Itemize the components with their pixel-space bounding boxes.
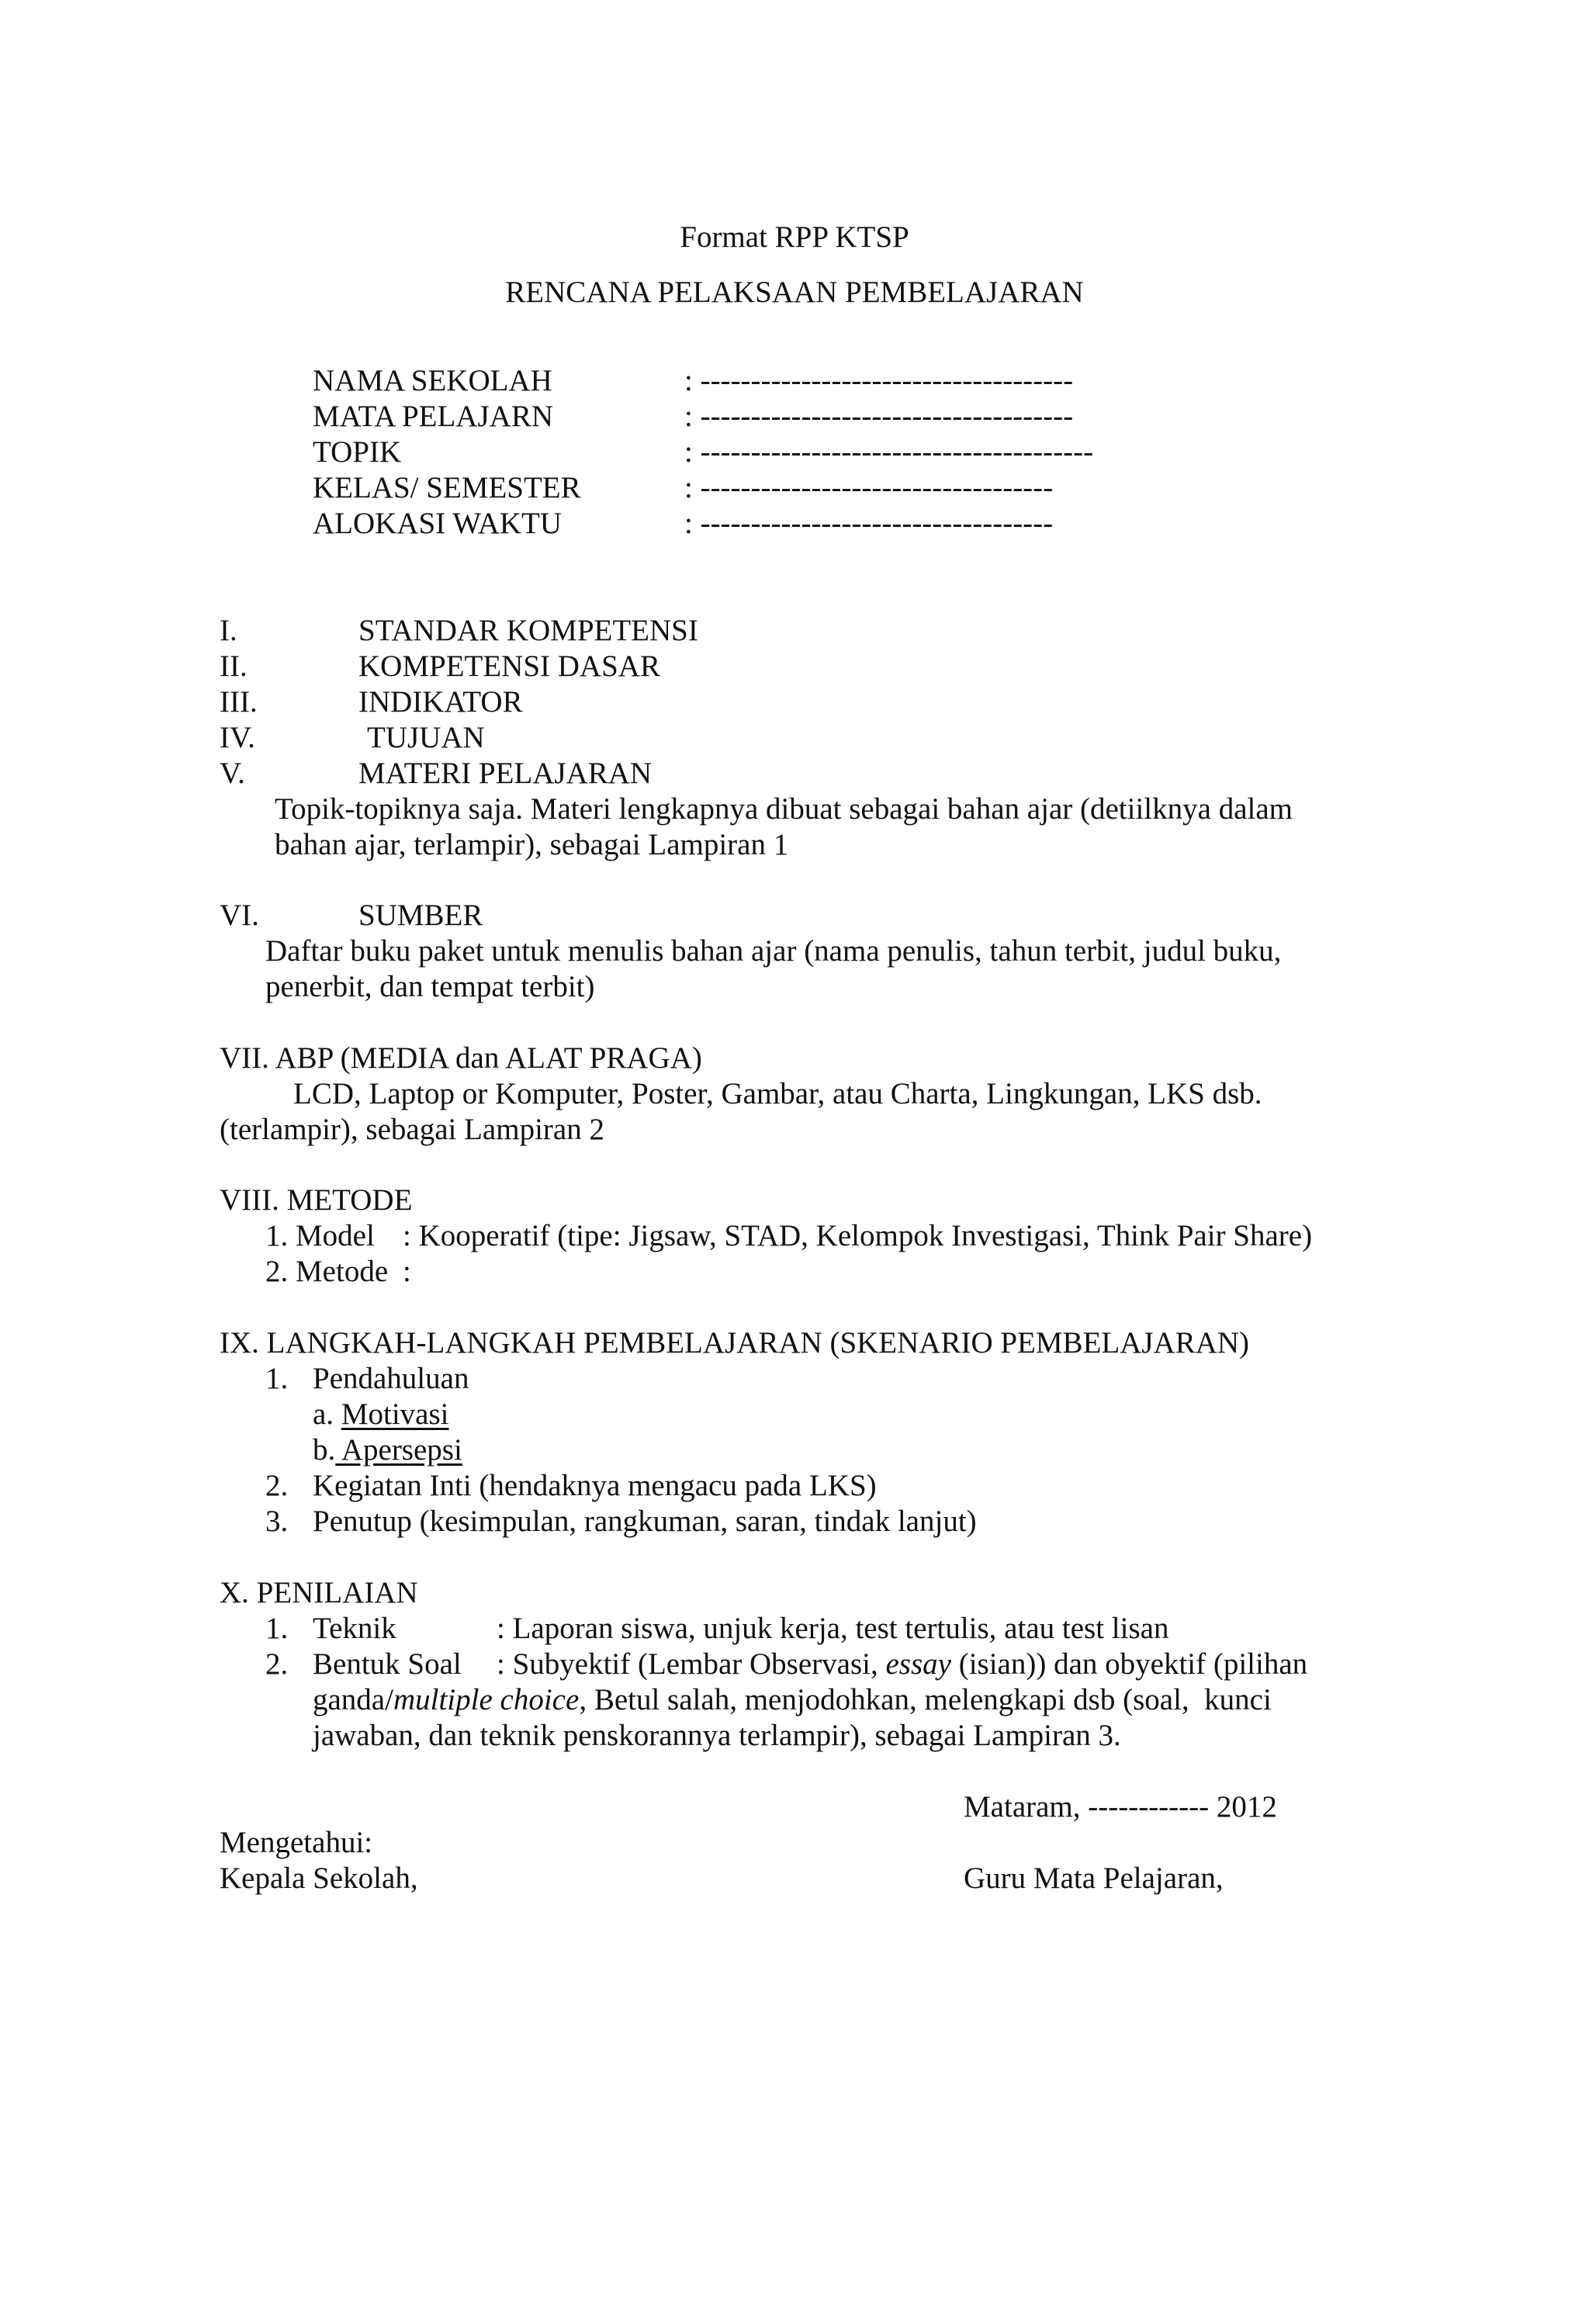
section-title: SUMBER: [358, 899, 483, 932]
acknowledged-label: Mengetahui:: [220, 1826, 373, 1859]
section-title: STANDAR KOMPETENSI: [358, 614, 698, 647]
section-body: Daftar buku paket untuk menulis bahan ajar (nama penulis, tahun terbit, judul buku,: [265, 934, 1282, 968]
section-body: bahan ajar, terlampir), sebagai Lampiran 1: [275, 828, 789, 861]
document-title: RENCANA PELAKSAAN PEMBELAJARAN: [505, 275, 1084, 309]
teacher-label: Guru Mata Pelajaran,: [964, 1862, 1224, 1895]
section-title: VII. ABP (MEDIA dan ALAT PRAGA): [220, 1041, 702, 1075]
section-title: TUJUAN: [367, 721, 485, 754]
identity-label: KELAS/ SEMESTER: [313, 471, 581, 504]
section-number: VI.: [220, 899, 259, 932]
identity-value: : ---------------------------------------: [684, 435, 1094, 469]
assessment-label: Teknik: [313, 1612, 396, 1645]
substep-text: Apersepsi: [335, 1433, 462, 1467]
assessment-label: Bentuk Soal: [313, 1647, 462, 1681]
identity-label: NAMA SEKOLAH: [313, 364, 552, 397]
method-value: : Kooperatif (tipe: Jigsaw, STAD, Kelompok Investigasi, Think Pair Share): [403, 1219, 1313, 1252]
assessment-number: 2.: [265, 1647, 289, 1681]
section-number: IV.: [220, 721, 255, 754]
assessment-text: , Betul salah, menjodohkan, melengkapi dsb (soal, kunci: [579, 1683, 1272, 1716]
identity-label: MATA PELAJARN: [313, 400, 554, 433]
identity-label: TOPIK: [313, 435, 402, 469]
section-body: LCD, Laptop or Komputer, Poster, Gambar, atau Charta, Lingkungan, LKS dsb.: [293, 1077, 1262, 1110]
assessment-text: ganda/: [313, 1683, 393, 1716]
step-number: 3.: [265, 1505, 289, 1538]
section-body: Topik-topiknya saja. Materi lengkapnya dibuat sebagai bahan ajar (detiilknya dalam: [275, 792, 1293, 826]
format-title: Format RPP KTSP: [680, 220, 909, 254]
substep-item: [313, 1397, 448, 1432]
headmaster-label: Kepala Sekolah,: [220, 1862, 418, 1895]
place-date: Mataram, ------------ 2012: [964, 1790, 1277, 1824]
section-title: VIII. METODE: [220, 1183, 413, 1217]
identity-value: : -------------------------------------: [684, 364, 1074, 397]
section-title: MATERI PELAJARAN: [358, 757, 653, 790]
step-text: Pendahuluan: [313, 1362, 469, 1395]
assessment-continuation: [313, 1682, 1272, 1718]
multiple-choice-term: multiple choice: [393, 1683, 580, 1716]
essay-term: essay: [885, 1647, 951, 1681]
step-number: 2.: [265, 1469, 289, 1502]
section-body: (terlampir), sebagai Lampiran 2: [220, 1113, 604, 1146]
assessment-continuation: jawaban, dan teknik penskorannya terlampir), sebagai Lampiran 3.: [313, 1719, 1121, 1752]
identity-value: : -----------------------------------: [684, 507, 1054, 540]
identity-value: : -------------------------------------: [684, 400, 1074, 433]
section-title: X. PENILAIAN: [220, 1576, 418, 1609]
method-value: :: [403, 1255, 411, 1288]
section-title: KOMPETENSI DASAR: [358, 649, 660, 683]
substep-prefix: b.: [313, 1433, 336, 1467]
substep-item: [313, 1432, 462, 1468]
section-title: IX. LANGKAH-LANGKAH PEMBELAJARAN (SKENARIO PEMBELAJARAN): [220, 1326, 1250, 1359]
section-number: II.: [220, 649, 248, 683]
assessment-value: : Laporan siswa, unjuk kerja, test tertulis, atau test lisan: [497, 1612, 1169, 1645]
assessment-number: 1.: [265, 1612, 289, 1645]
substep-text: Motivasi: [341, 1398, 449, 1431]
assessment-text: : Subyektif (Lembar Observasi,: [497, 1647, 886, 1681]
substep-prefix: a.: [313, 1398, 341, 1431]
assessment-text: (isian)) dan obyektif (pilihan: [950, 1647, 1308, 1681]
step-number: 1.: [265, 1362, 289, 1395]
identity-value: : -----------------------------------: [684, 471, 1054, 504]
section-title: INDIKATOR: [358, 685, 523, 719]
section-body: penerbit, dan tempat terbit): [265, 970, 595, 1003]
section-number: III.: [220, 685, 258, 719]
method-label: 2. Metode: [265, 1255, 389, 1288]
identity-label: ALOKASI WAKTU: [313, 507, 563, 540]
step-text: Kegiatan Inti (hendaknya mengacu pada LKS): [313, 1469, 877, 1502]
section-number: V.: [220, 757, 245, 790]
assessment-value: [497, 1647, 1307, 1682]
method-label: 1. Model: [265, 1219, 375, 1252]
section-number: I.: [220, 614, 237, 647]
step-text: Penutup (kesimpulan, rangkuman, saran, tindak lanjut): [313, 1505, 977, 1538]
